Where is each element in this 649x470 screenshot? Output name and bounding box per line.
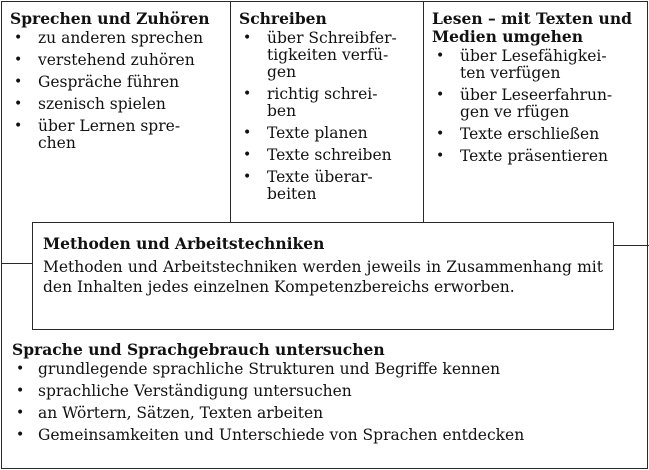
column-title: Lesen – mit Texten und Medien umgehen bbox=[432, 9, 632, 46]
item-text: Texte erschließen bbox=[460, 125, 600, 143]
list-item bbox=[10, 30, 225, 47]
column-writing bbox=[239, 10, 419, 208]
list-item bbox=[12, 383, 632, 400]
bullet-icon: • bbox=[243, 86, 252, 102]
list-item bbox=[432, 48, 644, 82]
item-text: Texte schreiben bbox=[267, 146, 392, 164]
list-item bbox=[239, 30, 419, 81]
bullet-icon: • bbox=[243, 30, 252, 46]
list-item bbox=[10, 74, 225, 91]
bullet-icon: • bbox=[243, 147, 252, 163]
bullet-icon: • bbox=[436, 148, 445, 164]
bullet-icon: • bbox=[14, 118, 23, 134]
methods-text: Methoden und Arbeitstechniken werden jeweils in Zusammenhang mit den Inhalten jedes einzelnen Kompetenzbereichs erworben. bbox=[43, 258, 603, 296]
bullet-icon: • bbox=[14, 74, 23, 90]
column-title: Sprechen und Zuhören bbox=[10, 9, 210, 28]
list-item bbox=[432, 87, 644, 121]
column-divider-2 bbox=[423, 1, 424, 223]
bullet-icon: • bbox=[16, 383, 25, 399]
language-section bbox=[12, 341, 632, 449]
item-text: über Lernen spre- chen bbox=[38, 117, 181, 152]
item-text: richtig schrei- ben bbox=[267, 85, 378, 120]
bullet-icon: • bbox=[436, 87, 445, 103]
bullet-icon: • bbox=[243, 125, 252, 141]
column-divider-1 bbox=[230, 1, 231, 223]
item-text: szenisch spielen bbox=[38, 95, 166, 113]
item-text: Gespräche führen bbox=[38, 73, 180, 91]
column-title: Schreiben bbox=[239, 9, 327, 28]
list-item bbox=[12, 427, 632, 444]
item-text: verstehend zuhören bbox=[38, 51, 195, 69]
bullet-icon: • bbox=[14, 96, 23, 112]
item-text: zu anderen sprechen bbox=[38, 29, 204, 47]
item-text: sprachliche Verständigung untersuchen bbox=[38, 382, 352, 400]
column-reading-media bbox=[432, 10, 644, 170]
item-list bbox=[10, 30, 225, 152]
item-text: über Leseerfahrun- gen ve rfügen bbox=[460, 86, 613, 121]
bullet-icon: • bbox=[436, 48, 445, 64]
list-item bbox=[239, 125, 419, 142]
item-list bbox=[239, 30, 419, 203]
bullet-icon: • bbox=[16, 427, 25, 443]
item-list bbox=[12, 361, 632, 444]
methods-title: Methoden und Arbeitstechniken bbox=[43, 234, 325, 253]
item-text: grundlegende sprachliche Strukturen und Begriffe kennen bbox=[38, 360, 501, 378]
item-text: über Schreibfer- tigkeiten verfü- gen bbox=[267, 29, 397, 81]
bullet-icon: • bbox=[436, 126, 445, 142]
list-item bbox=[12, 405, 632, 422]
bullet-icon: • bbox=[16, 361, 25, 377]
list-item bbox=[10, 118, 225, 152]
bullet-icon: • bbox=[14, 30, 23, 46]
list-item bbox=[432, 126, 644, 143]
methods-box bbox=[32, 222, 614, 330]
item-text: Gemeinsamkeiten und Unterschiede von Sprachen entdecken bbox=[38, 426, 525, 444]
bullet-icon: • bbox=[16, 405, 25, 421]
item-text: über Lesefähigkei- ten verfügen bbox=[460, 47, 607, 82]
list-item bbox=[10, 52, 225, 69]
list-item bbox=[12, 361, 632, 378]
bullet-icon: • bbox=[243, 169, 252, 185]
item-text: an Wörtern, Sätzen, Texten arbeiten bbox=[38, 404, 324, 422]
list-item bbox=[239, 147, 419, 164]
list-item bbox=[10, 96, 225, 113]
language-title: Sprache und Sprachgebrauch untersuchen bbox=[12, 340, 385, 359]
column-speaking-listening bbox=[10, 10, 225, 157]
right-section-line bbox=[614, 245, 649, 246]
list-item bbox=[432, 148, 644, 165]
item-text: Texte präsentieren bbox=[460, 147, 608, 165]
list-item bbox=[239, 86, 419, 120]
item-text: Texte planen bbox=[267, 124, 368, 142]
bullet-icon: • bbox=[14, 52, 23, 68]
item-list bbox=[432, 48, 644, 165]
list-item bbox=[239, 169, 419, 203]
left-section-line bbox=[1, 263, 33, 264]
item-text: Texte überar- beiten bbox=[267, 168, 373, 203]
